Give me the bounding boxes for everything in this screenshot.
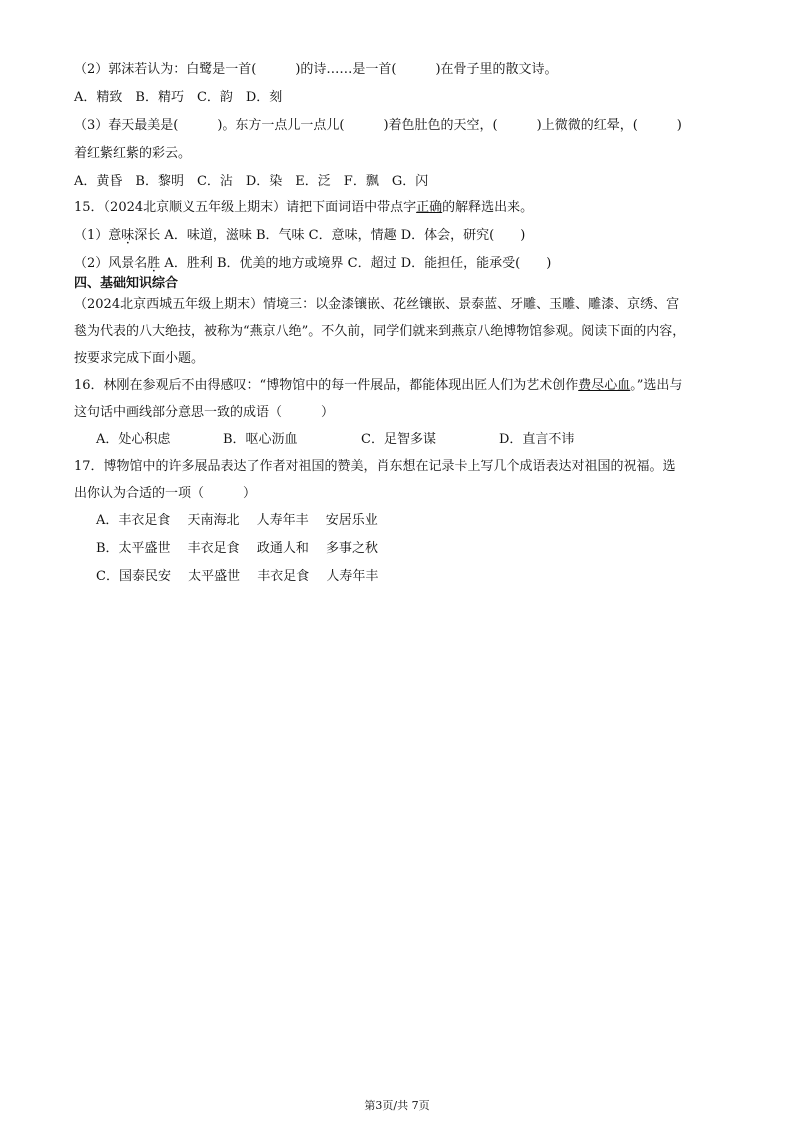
q16-underlined-phrase: 费尽心血 — [578, 378, 631, 393]
q14-part3-text: （3）春天最美是( )。东方一点儿一点儿( )着色肚色的天空，( )上微微的红晕，( ) — [74, 118, 682, 133]
q15-prompt-emph: 正确 — [416, 200, 443, 215]
q16-prompt-cont: 这句话中画线部分意思一致的成语（ ） — [74, 405, 335, 420]
q17-prompt: 17．博物馆中的许多展品表达了作者对祖国的赞美，肖东想在记录卡上写几个成语表达对祖国的祝福。选 — [74, 459, 676, 474]
q16-option-b: B．呕心沥血 — [223, 432, 298, 447]
context-paragraph-line3: 按要求完成下面小题。 — [74, 351, 205, 366]
q15-item1 — [74, 228, 525, 244]
q16-prompt-end: 。”选出与 — [630, 378, 683, 393]
q16-option-a: A．处心积虑 — [96, 432, 171, 447]
q15-item2-dotted-char: 胜 — [147, 256, 161, 271]
context-paragraph-line1: （2024北京西城五年级上期末）情境三：以金漆镶嵌、花丝镶嵌、景泰蓝、牙雕、玉雕、雕漆、京绣、宫 — [74, 297, 680, 312]
q15-prompt-start: 15．（2024北京顺义五年级上期末）请把下面词语中带点字 — [74, 200, 417, 215]
q15-item2-end: A．胜利 B．优美的地方或境界 C．超过 D．能担任，能承受( ) — [160, 256, 552, 271]
q16-option-c: C．足智多谋 — [361, 432, 436, 447]
page-number: 第3页/共 7页 — [364, 1099, 430, 1112]
q15-item1-end: 深长 A．味道，滋味 B．气味 C．意味，情趣 D．体会，研究( ) — [134, 228, 526, 243]
q14-part3-text-cont: 着红紫红紫的彩云。 — [74, 146, 192, 161]
q15-item2-start: （2）风景名 — [74, 256, 148, 271]
q17-prompt-cont: 出你认为合适的一项（ ） — [74, 486, 257, 501]
q14-part2-text: （2）郭沫若认为：白鹭是一首( )的诗……是一首( )在骨子里的散文诗。 — [74, 62, 558, 77]
q14-part2-options: A．精致 B．精巧 C．韵 D．刻 — [74, 90, 283, 105]
section-heading: 四、基础知识综合 — [74, 276, 179, 291]
context-paragraph-line2: 毯为代表的八大绝技，被称为“燕京八绝”。不久前，同学们就来到燕京八绝博物馆参观。阅读下面的内容， — [74, 324, 686, 339]
q15-item1-dotted-char: 味 — [121, 228, 135, 243]
q16-prompt — [74, 378, 682, 394]
q14-part3-options: A．黄昏 B．黎明 C．沾 D．染 E．泛 F．飘 G．闪 — [74, 174, 429, 189]
q16-option-d: D．直言不讳 — [499, 432, 575, 447]
q17-option-c: C．国泰民安 太平盛世 丰衣足食 人寿年丰 — [96, 569, 379, 584]
q15-item2 — [74, 256, 551, 272]
q17-option-a: A．丰衣足食 天南海北 人寿年丰 安居乐业 — [96, 513, 378, 528]
q16-options — [96, 432, 574, 448]
q15-item1-start: （1）意 — [74, 228, 122, 243]
q17-option-b: B．太平盛世 丰衣足食 政通人和 多事之秋 — [96, 541, 378, 556]
q16-prompt-start: 16．林刚在参观后不由得感叹：“博物馆中的每一件展品，都能体现出匠人们为艺术创作 — [74, 378, 579, 393]
q15-prompt — [74, 200, 533, 216]
q15-prompt-end: 的解释选出来。 — [442, 200, 534, 215]
